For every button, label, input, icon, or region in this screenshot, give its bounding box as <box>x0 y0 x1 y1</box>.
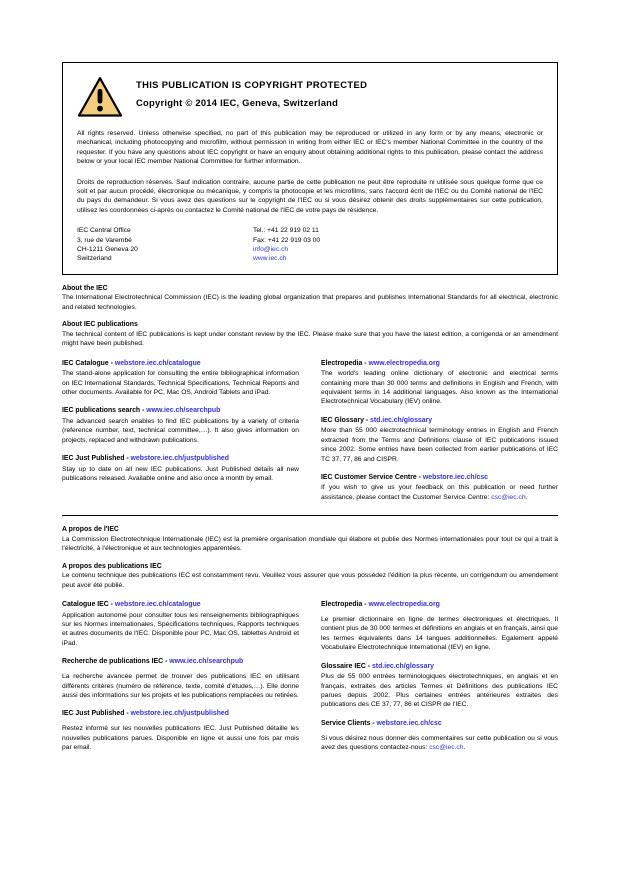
title-separator: - <box>108 601 115 609</box>
address-line-1: IEC Central Office <box>77 227 131 235</box>
website-link-iec[interactable]: www.iec.ch <box>253 255 287 263</box>
resource-description: More than 55 000 electrotechnical terminology entries in English and French extracted from the Terms and Definitions clause of IEC publications issued since 2002. Some entries have been collected from earlier publications of IEC TC 37, 77, 86 and CISPR. <box>321 427 558 463</box>
resource-url-link[interactable]: std.iec.ch/glossary <box>370 416 433 424</box>
resource-title <box>62 600 299 610</box>
title-separator: - <box>370 719 377 727</box>
a-propos-de-iec-heading: A propos de l'IEC <box>62 526 119 534</box>
resource-catalogue-iec <box>62 600 299 648</box>
title-separator: - <box>416 473 423 481</box>
resource-description: La recherche avancée permet de trouver des publications IEC en utilisant différents critères (numéro de référence, texte, comité d'études,…). Elle donne aussi des informations sur les projets et les publications remplacées ou retirées. <box>62 673 299 699</box>
resource-title <box>62 454 299 464</box>
a-propos-des-publications-text: Le contenu technique des publications IEC est constamment revu. Veuillez vous assurer que vous possédez l'édition la plus récente, un corrigendum ou amendement peut avoir été publié. <box>62 572 558 589</box>
resource-title <box>62 657 299 667</box>
french-resource-columns <box>62 600 558 753</box>
address-line-2: 3, rue de Varembé <box>77 236 132 244</box>
resource-url-link[interactable]: webstore.iec.ch/justpublished <box>130 710 229 718</box>
resource-title <box>62 709 299 719</box>
resource-iec-glossary <box>321 416 558 464</box>
resource-electropedia-fr <box>321 600 558 653</box>
resource-name: IEC Just Published <box>62 710 125 718</box>
email-link-info[interactable]: info@iec.ch <box>253 246 289 254</box>
resource-url-link[interactable]: std.iec.ch/glossary <box>371 662 434 670</box>
resource-title <box>321 600 558 610</box>
resource-name: Electropedia <box>321 359 363 367</box>
resource-url-link[interactable]: webstore.iec.ch/catalogue <box>114 359 201 367</box>
resource-description: Le premier dictionnaire en ligne de termes électroniques et électriques. Il contient plus de 30 000 termes et définitions en anglais et en français, ainsi que les termes équivalents dans 14 langues additionnelles. Egalement appelé Vocabulaire Electrotechnique International (IEV) en ligne. <box>321 616 558 652</box>
resource-glossaire-iec <box>321 662 558 710</box>
resource-url-link[interactable]: webstore.iec.ch/justpublished <box>130 455 229 463</box>
resource-name: Glossaire IEC <box>321 662 366 670</box>
description-text-after: . <box>525 493 528 501</box>
resource-url-link[interactable]: webstore.iec.ch/csc <box>376 719 442 727</box>
title-separator: - <box>362 601 369 609</box>
resource-url-link[interactable]: www.iec.ch/searchpub <box>146 407 221 415</box>
copyright-titles <box>136 75 367 110</box>
fax-number: Fax: +41 22 919 03 00 <box>253 236 321 244</box>
resource-title <box>62 359 299 369</box>
title-separator: - <box>140 407 147 415</box>
address-line-3: CH-1211 Geneva 20 <box>77 246 138 254</box>
title-separator: - <box>363 416 371 424</box>
resource-iec-catalogue <box>62 359 299 398</box>
resource-description: The world's leading online dictionary of electronic and electrical terms containing more than 30 000 terms and definitions in English and French, with equivalent terms in 14 additional languages. Also known as the International Electrotechnical Vocabulary (IEV) online. <box>321 370 558 406</box>
resource-url-link[interactable]: www.iec.ch/searchpub <box>169 658 244 666</box>
resource-name: Service Clients <box>321 719 371 727</box>
resource-description <box>321 734 558 753</box>
resource-name: IEC publications search <box>62 407 141 415</box>
copyright-header <box>77 75 543 118</box>
resource-description: Plus de 55 000 entrées terminologiques électrotechniques, en anglais et en français, extraites des articles Termes et Définitions des publications IEC parues depuis 2002. Plus certaines entrées antérieures extraites des publications des CE 37, 77, 86 et CISPR de l'IEC. <box>321 673 558 709</box>
about-the-iec-heading: About the IEC <box>62 284 108 292</box>
resource-iec-just-published-fr <box>62 709 299 752</box>
french-intro <box>62 525 558 590</box>
resource-name: IEC Just Published <box>62 455 125 463</box>
telephone-number: Tel.: +41 22 919 02 11 <box>253 227 319 235</box>
resource-name: Recherche de publications IEC <box>62 658 164 666</box>
resource-recherche-de-publications-iec <box>62 657 299 700</box>
resource-title <box>62 406 299 416</box>
english-left-column <box>62 359 299 503</box>
resource-iec-just-published <box>62 454 299 483</box>
resource-url-link[interactable]: www.electropedia.org <box>368 359 440 367</box>
resource-description: Stay up to date on all new IEC publications. Just Published details all new publications released. Available online and also once a month by email. <box>62 465 299 483</box>
resource-description: Restez informé sur les nouvelles publications IEC. Just Published détaille les nouvelles publications parues. Disponible en ligne et aussi une fois par mois par email. <box>62 725 299 752</box>
resource-url-link[interactable]: www.electropedia.org <box>368 601 440 609</box>
resource-name: Electropedia <box>321 601 363 609</box>
about-the-iec-text: The International Electrotechnical Commission (IEC) is the leading global organization that prepares and publishes International Standards for all electrical, electronic and related technologies. <box>62 294 558 311</box>
french-left-column <box>62 600 299 753</box>
copyright-subtitle: Copyright © 2014 IEC, Geneva, Switzerland <box>136 97 339 108</box>
copyright-notice-box <box>62 62 558 275</box>
english-resource-columns <box>62 359 558 503</box>
service-clients-email-link[interactable]: csc@iec.ch <box>429 744 464 752</box>
resource-url-link[interactable]: webstore.iec.ch/catalogue <box>114 601 201 609</box>
about-iec-publications-text: The technical content of IEC publications is kept under constant review by the IEC. Please make sure that you have the latest edition, a corrigenda or an amendment might have been published. <box>62 330 558 348</box>
resource-title <box>321 359 558 369</box>
title-separator: - <box>124 455 131 463</box>
resource-description: The advanced search enables to find IEC publications by a variety of criteria (reference number, text, technical committee,…). It also gives information on projects, replaced and withdrawn publications. <box>62 417 299 444</box>
resource-description <box>321 483 558 502</box>
resource-title <box>321 473 558 483</box>
resource-title <box>321 719 558 729</box>
title-separator: - <box>124 710 131 718</box>
resource-name: Catalogue IEC <box>62 601 109 609</box>
resource-iec-publications-search <box>62 406 299 445</box>
description-text: Si vous désirez nous donner des commentaires sur cette publication ou si vous avez des questions contactez-nous: <box>321 734 558 752</box>
resource-title <box>321 416 558 426</box>
resource-electropedia <box>321 359 558 407</box>
resource-url-link[interactable]: webstore.iec.ch/csc <box>422 473 488 481</box>
resource-description: The stand-alone application for consulting the entire bibliographical information on IEC International Standards, Technical Specifications, Technical Reports and other documents. Available for PC, Mac OS, Android Tablets and iPad. <box>62 370 299 396</box>
french-right-column <box>321 600 558 753</box>
resource-name: IEC Glossary <box>321 416 364 424</box>
contact-channels <box>253 226 453 264</box>
copyright-paragraph-english: All rights reserved. Unless otherwise specified, no part of this publication may be reproduced or utilized in any form or by any means, electronic or mechanical, including photocopying and microfilm, without permission in writing from either IEC or IEC's member National Committee in the country of the requester. If you have any questions about IEC copyright or have an enquiry about obtaining additional rights to this publication, please contact the address below or your local IEC member National Committee for further information. <box>77 130 543 166</box>
title-separator: - <box>163 658 170 666</box>
resource-iec-customer-service-centre <box>321 473 558 502</box>
contact-details <box>77 226 543 264</box>
customer-service-email-link[interactable]: csc@iec.ch <box>491 493 526 501</box>
title-separator: - <box>365 662 372 670</box>
section-divider <box>62 515 558 516</box>
a-propos-des-publications-heading: A propos des publications IEC <box>62 562 162 570</box>
english-right-column <box>321 359 558 503</box>
description-text-after: . <box>463 744 466 752</box>
about-iec-publications-heading: About IEC publications <box>62 321 138 329</box>
english-intro <box>62 284 558 349</box>
warning-triangle-icon <box>77 76 123 118</box>
resource-name: IEC Customer Service Centre <box>321 473 417 481</box>
resource-description: Application autonome pour consulter tous les renseignements bibliographiques sur les Normes internationales, Spécifications techniques, Rapports techniques et autres documents de l'IEC. Disponible pour PC, Mac OS, tablettes Android et iPad. <box>62 611 299 647</box>
address-line-4: Switzerland <box>77 255 112 263</box>
title-separator: - <box>362 359 369 367</box>
postal-address <box>77 226 253 264</box>
copyright-title: THIS PUBLICATION IS COPYRIGHT PROTECTED <box>136 79 368 90</box>
resource-service-clients <box>321 719 558 753</box>
description-text: If you wish to give us your feedback on this publication or need further assistance, please contact the Customer Service Centre: <box>321 484 558 501</box>
resource-name: IEC Catalogue <box>62 359 109 367</box>
title-separator: - <box>108 359 115 367</box>
resource-title <box>321 662 558 672</box>
a-propos-de-iec-text: La Commission Electrotechnique Internationale (IEC) est la première organisation mondiale qui élabore et publie des Normes internationales pour tout ce qui a trait à l'électricité, à l'électronique et aux technologies apparentées. <box>62 535 558 553</box>
copyright-paragraph-french: Droits de reproduction réservés. Sauf indication contraire, aucune partie de cette publication ne peut être reproduite ni utilisée sous quelque forme que ce soit et par aucun procédé, électronique ou mécanique, y compris la photocopie et les microfilms, sans l'accord écrit de l'IEC ou du Comité national de l'IEC du pays du demandeur. Si vous avez des questions sur le copyright de l'IEC ou si vous désirez obtenir des droits supplémentaires sur cette publication, utilisez les coordonnées ci-après ou contactez le Comité national de l'IEC de votre pays de résidence. <box>77 178 543 214</box>
